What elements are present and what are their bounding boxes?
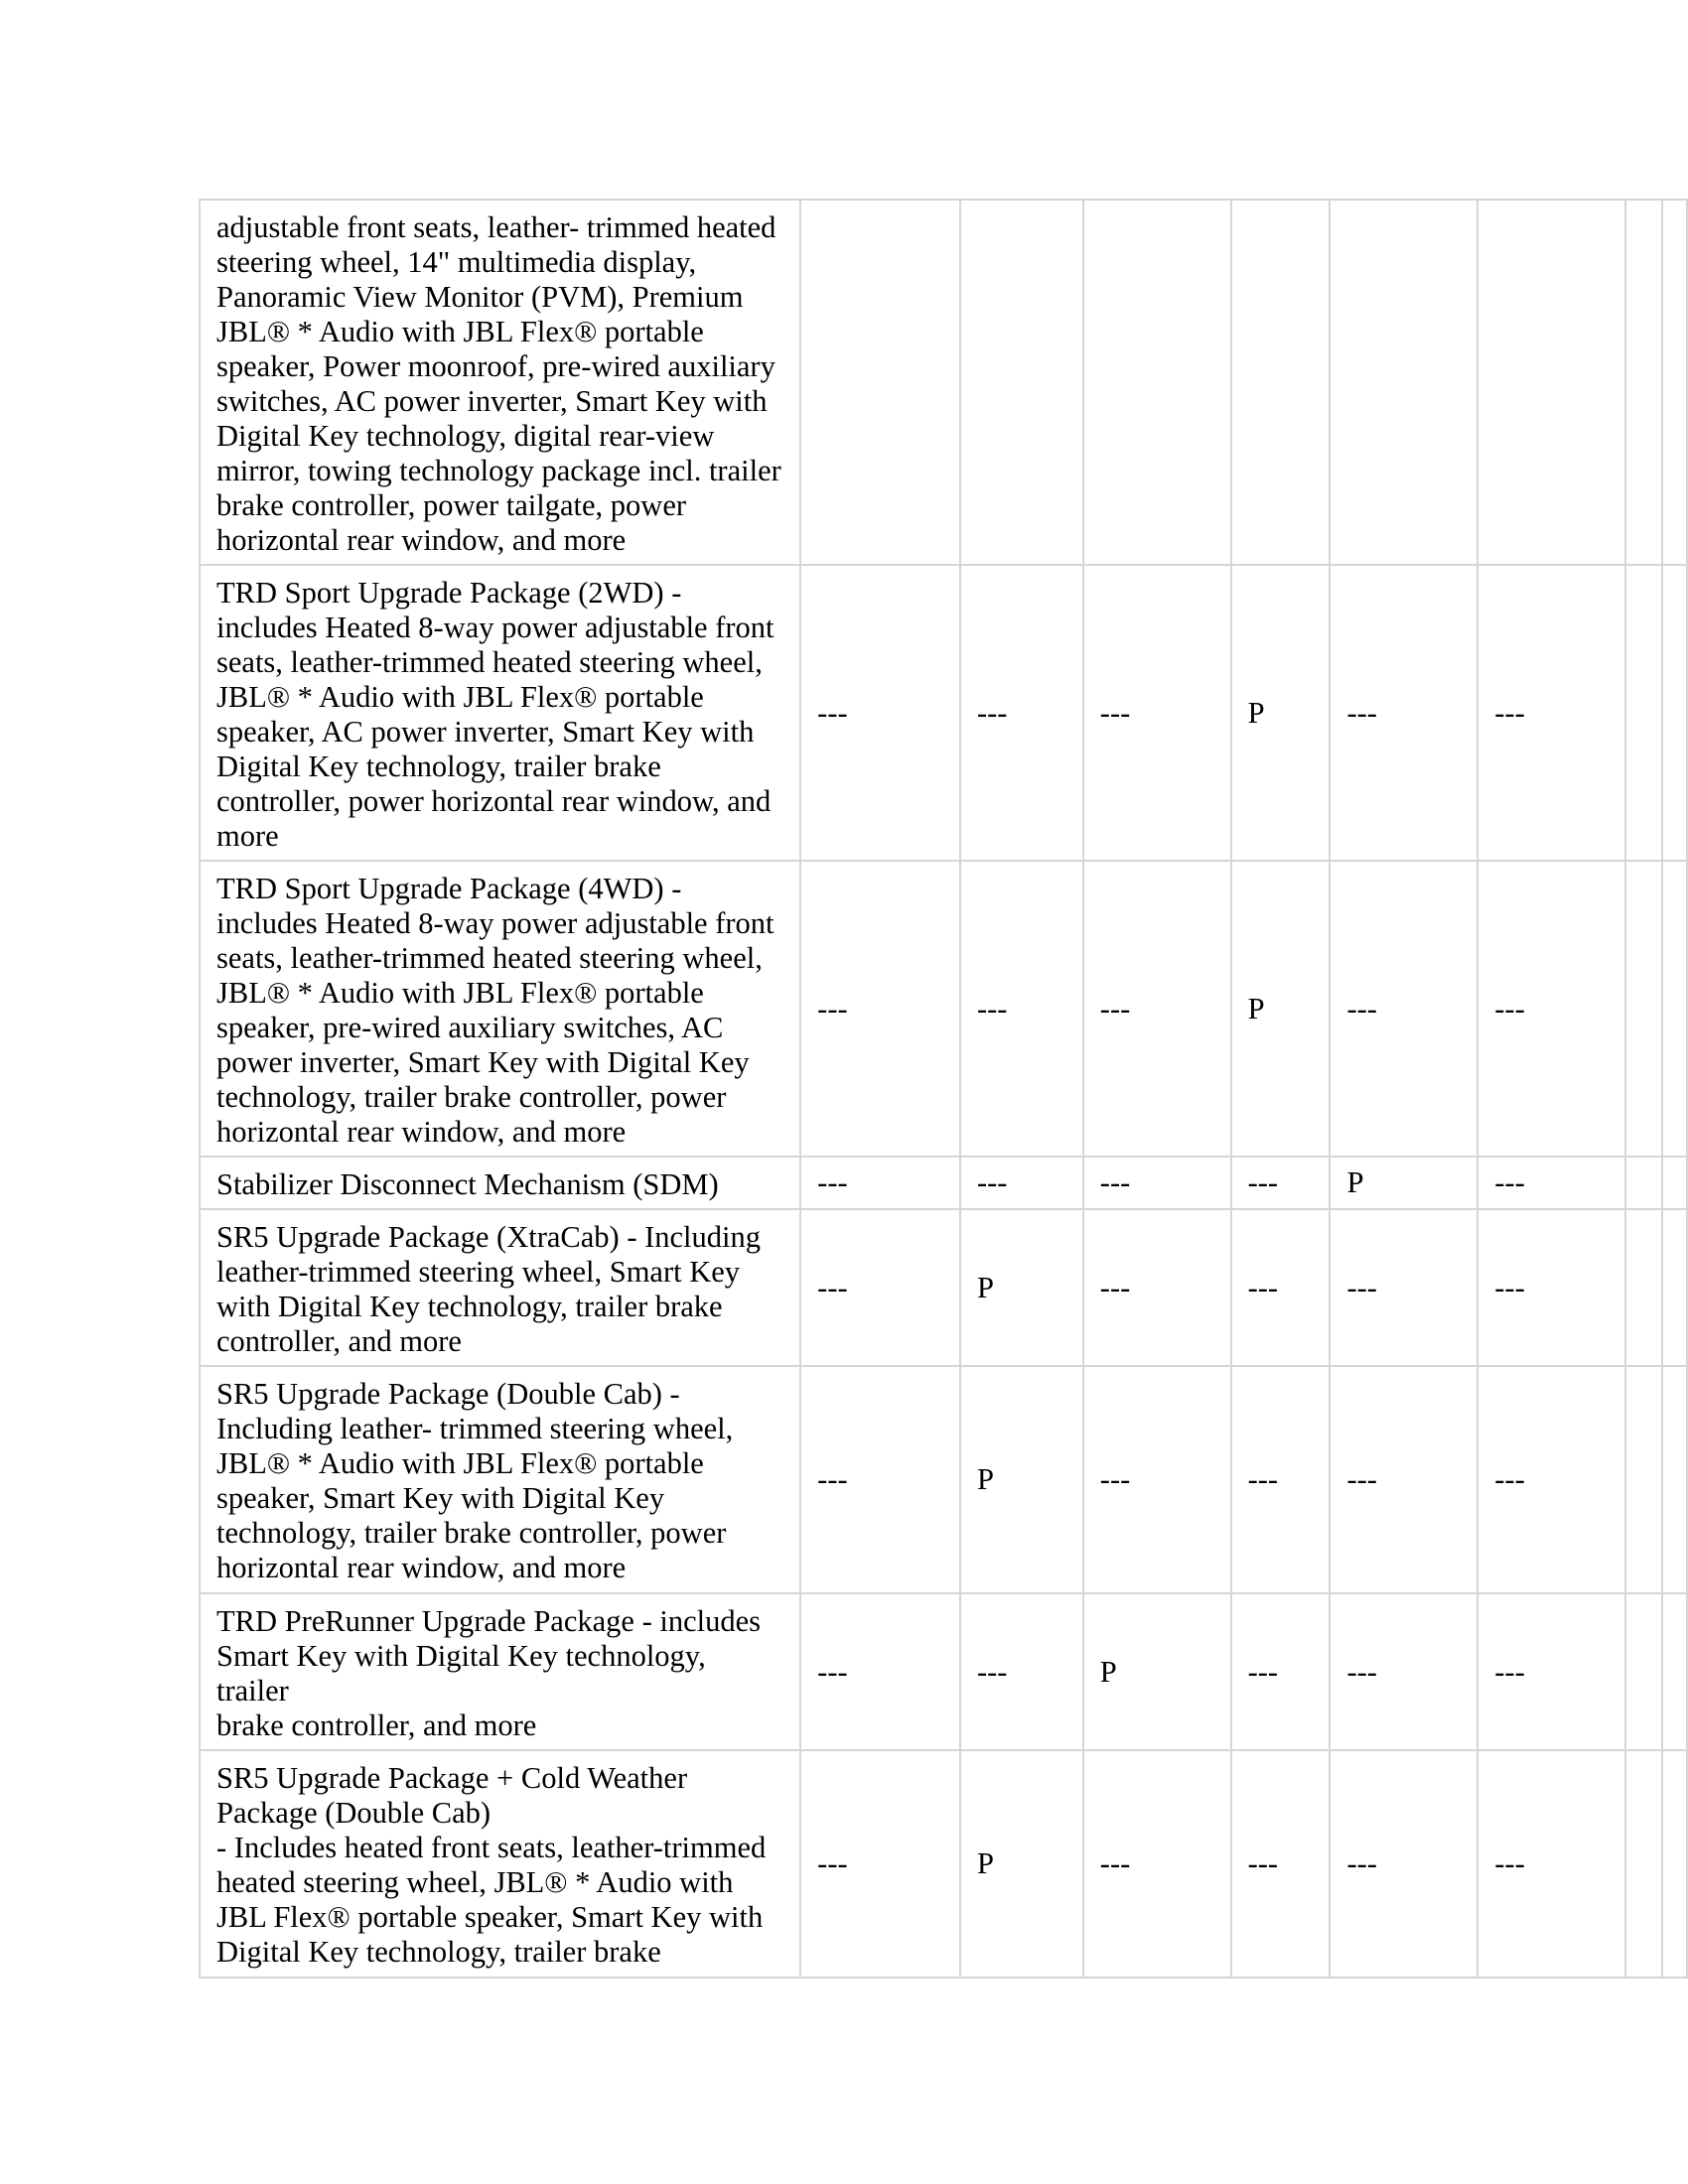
cut-off-column-cell bbox=[1625, 1209, 1662, 1366]
table-row bbox=[200, 200, 1687, 565]
availability-cell: --- bbox=[1330, 1750, 1477, 1978]
cut-off-column-cell bbox=[1625, 1366, 1662, 1593]
package-description-line: speaker, AC power inverter, Smart Key with bbox=[216, 715, 755, 749]
availability-cell: --- bbox=[1477, 1209, 1625, 1366]
package-description-line: horizontal rear window, and more bbox=[216, 1115, 627, 1149]
package-description-line: includes Heated 8-way power adjustable front bbox=[216, 906, 774, 940]
package-description-cell bbox=[200, 1157, 800, 1209]
package-description-line: Digital Key technology, trailer brake bbox=[216, 750, 661, 783]
package-description-line: Panoramic View Monitor (PVM), Premium bbox=[216, 280, 744, 314]
package-description-cell bbox=[200, 1209, 800, 1366]
availability-cell: --- bbox=[960, 861, 1083, 1157]
cut-off-column-cell bbox=[1625, 200, 1662, 565]
package-description-line: switches, AC power inverter, Smart Key with bbox=[216, 384, 768, 418]
availability-cell: --- bbox=[1330, 1209, 1477, 1366]
cut-off-column-cell bbox=[1662, 1366, 1687, 1593]
table-row bbox=[200, 1209, 1687, 1366]
package-description-line: SR5 Upgrade Package (XtraCab) - Including bbox=[216, 1220, 761, 1254]
package-description-line: TRD Sport Upgrade Package (4WD) - bbox=[216, 872, 682, 905]
package-description-line: speaker, Smart Key with Digital Key bbox=[216, 1481, 665, 1515]
cut-off-column-cell bbox=[1662, 1750, 1687, 1978]
availability-cell: --- bbox=[800, 1593, 960, 1750]
availability-cell: --- bbox=[960, 1593, 1083, 1750]
package-description-line: speaker, pre-wired auxiliary switches, AC bbox=[216, 1011, 724, 1044]
cut-off-column-cell bbox=[1662, 1157, 1687, 1209]
availability-cell: --- bbox=[1477, 1593, 1625, 1750]
availability-cell: --- bbox=[800, 565, 960, 861]
cut-off-column-cell bbox=[1625, 1750, 1662, 1978]
availability-cell: P bbox=[1231, 861, 1331, 1157]
package-description-line: horizontal rear window, and more bbox=[216, 523, 627, 557]
package-description-line: speaker, Power moonroof, pre-wired auxiliary bbox=[216, 349, 775, 383]
package-description-line: Package (Double Cab) bbox=[216, 1796, 492, 1830]
table-row bbox=[200, 1593, 1687, 1750]
package-description-line: adjustable front seats, leather- trimmed heated bbox=[216, 210, 776, 244]
availability-cell bbox=[1083, 200, 1231, 565]
availability-cell bbox=[800, 200, 960, 565]
package-description-line: Including leather- trimmed steering wheel, bbox=[216, 1412, 734, 1445]
availability-cell: --- bbox=[1231, 1750, 1331, 1978]
availability-cell: --- bbox=[800, 1157, 960, 1209]
availability-cell: --- bbox=[1330, 861, 1477, 1157]
package-description-cell bbox=[200, 200, 800, 565]
availability-cell: --- bbox=[1083, 1157, 1231, 1209]
package-description-line: TRD Sport Upgrade Package (2WD) - bbox=[216, 576, 682, 610]
cut-off-column-cell bbox=[1662, 1593, 1687, 1750]
availability-cell: --- bbox=[1330, 565, 1477, 861]
availability-cell: P bbox=[960, 1209, 1083, 1366]
availability-cell bbox=[960, 200, 1083, 565]
availability-cell: --- bbox=[1083, 565, 1231, 861]
availability-cell: --- bbox=[1330, 1593, 1477, 1750]
package-description-line: brake controller, and more bbox=[216, 1708, 537, 1742]
cut-off-column-cell bbox=[1662, 200, 1687, 565]
availability-cell: --- bbox=[1083, 1750, 1231, 1978]
package-description-cell bbox=[200, 1593, 800, 1750]
availability-cell: --- bbox=[800, 1750, 960, 1978]
availability-cell: --- bbox=[1231, 1593, 1331, 1750]
availability-cell: --- bbox=[1231, 1209, 1331, 1366]
availability-cell: --- bbox=[1477, 1750, 1625, 1978]
table-row bbox=[200, 565, 1687, 861]
package-description-line: technology, trailer brake controller, power bbox=[216, 1080, 727, 1114]
table-row bbox=[200, 1157, 1687, 1209]
package-description-line: seats, leather-trimmed heated steering wheel, bbox=[216, 645, 763, 679]
package-description-line: power inverter, Smart Key with Digital Key bbox=[216, 1045, 750, 1079]
package-description-line: JBL® * Audio with JBL Flex® portable bbox=[216, 315, 704, 348]
availability-cell bbox=[1231, 200, 1331, 565]
cut-off-column-cell bbox=[1662, 861, 1687, 1157]
package-description-line: horizontal rear window, and more bbox=[216, 1551, 627, 1584]
cut-off-column-cell bbox=[1662, 1209, 1687, 1366]
package-description-line: controller, power horizontal rear window, and bbox=[216, 784, 772, 818]
package-description-cell bbox=[200, 861, 800, 1157]
cut-off-column-cell bbox=[1662, 565, 1687, 861]
availability-cell: --- bbox=[1083, 1366, 1231, 1593]
package-description-line: heated steering wheel, JBL® * Audio with bbox=[216, 1865, 734, 1899]
package-description-line: TRD PreRunner Upgrade Package - includes bbox=[216, 1604, 761, 1638]
availability-cell: --- bbox=[960, 565, 1083, 861]
availability-cell: --- bbox=[1231, 1366, 1331, 1593]
table-row bbox=[200, 861, 1687, 1157]
availability-cell: --- bbox=[1083, 1209, 1231, 1366]
availability-cell: --- bbox=[1477, 565, 1625, 861]
cut-off-column-cell bbox=[1625, 565, 1662, 861]
package-description-line: controller, and more bbox=[216, 1324, 462, 1358]
package-description-cell bbox=[200, 1366, 800, 1593]
availability-cell bbox=[1330, 200, 1477, 565]
availability-cell: --- bbox=[1231, 1157, 1331, 1209]
package-description-line: Digital Key technology, digital rear-view bbox=[216, 419, 715, 453]
package-availability-table bbox=[199, 199, 1688, 1979]
package-description-line: Digital Key technology, trailer brake bbox=[216, 1935, 661, 1969]
availability-cell: --- bbox=[800, 1209, 960, 1366]
availability-cell: --- bbox=[1477, 861, 1625, 1157]
table-row bbox=[200, 1366, 1687, 1593]
cut-off-column-cell bbox=[1625, 861, 1662, 1157]
package-description-line: with Digital Key technology, trailer brake bbox=[216, 1290, 723, 1323]
package-description-cell bbox=[200, 565, 800, 861]
package-description-line: - Includes heated front seats, leather-trimmed bbox=[216, 1831, 767, 1864]
package-description-line: Stabilizer Disconnect Mechanism (SDM) bbox=[216, 1167, 719, 1201]
availability-cell bbox=[1477, 200, 1625, 565]
availability-cell: --- bbox=[800, 1366, 960, 1593]
package-description-line: leather-trimmed steering wheel, Smart Key bbox=[216, 1255, 741, 1289]
availability-cell: --- bbox=[1083, 861, 1231, 1157]
availability-cell: P bbox=[1083, 1593, 1231, 1750]
package-description-line: JBL® * Audio with JBL Flex® portable bbox=[216, 976, 704, 1010]
availability-cell: --- bbox=[1330, 1366, 1477, 1593]
package-description-line: JBL Flex® portable speaker, Smart Key with bbox=[216, 1900, 764, 1934]
package-description-cell bbox=[200, 1750, 800, 1978]
availability-cell: --- bbox=[1477, 1366, 1625, 1593]
package-description-line: Smart Key with Digital Key technology, trailer bbox=[216, 1639, 706, 1707]
package-description-line: seats, leather-trimmed heated steering wheel, bbox=[216, 941, 763, 975]
package-description-line: technology, trailer brake controller, power bbox=[216, 1516, 727, 1550]
availability-cell: P bbox=[1330, 1157, 1477, 1209]
package-description-line: brake controller, power tailgate, power bbox=[216, 488, 687, 522]
package-description-line: JBL® * Audio with JBL Flex® portable bbox=[216, 680, 704, 714]
availability-cell: --- bbox=[960, 1157, 1083, 1209]
package-description-line: includes Heated 8-way power adjustable front bbox=[216, 611, 774, 644]
availability-cell: --- bbox=[1477, 1157, 1625, 1209]
package-description-line: JBL® * Audio with JBL Flex® portable bbox=[216, 1446, 704, 1480]
table-row bbox=[200, 1750, 1687, 1978]
package-description-line: SR5 Upgrade Package (Double Cab) - bbox=[216, 1377, 680, 1411]
availability-cell: P bbox=[1231, 565, 1331, 861]
availability-cell: --- bbox=[800, 861, 960, 1157]
package-description-line: mirror, towing technology package incl. trailer bbox=[216, 454, 781, 487]
package-description-line: SR5 Upgrade Package + Cold Weather bbox=[216, 1761, 688, 1795]
package-description-line: steering wheel, 14" multimedia display, bbox=[216, 245, 697, 279]
cut-off-column-cell bbox=[1625, 1157, 1662, 1209]
availability-cell: P bbox=[960, 1750, 1083, 1978]
cut-off-column-cell bbox=[1625, 1593, 1662, 1750]
package-description-line: more bbox=[216, 819, 279, 853]
availability-cell: P bbox=[960, 1366, 1083, 1593]
table-body bbox=[200, 200, 1687, 1978]
